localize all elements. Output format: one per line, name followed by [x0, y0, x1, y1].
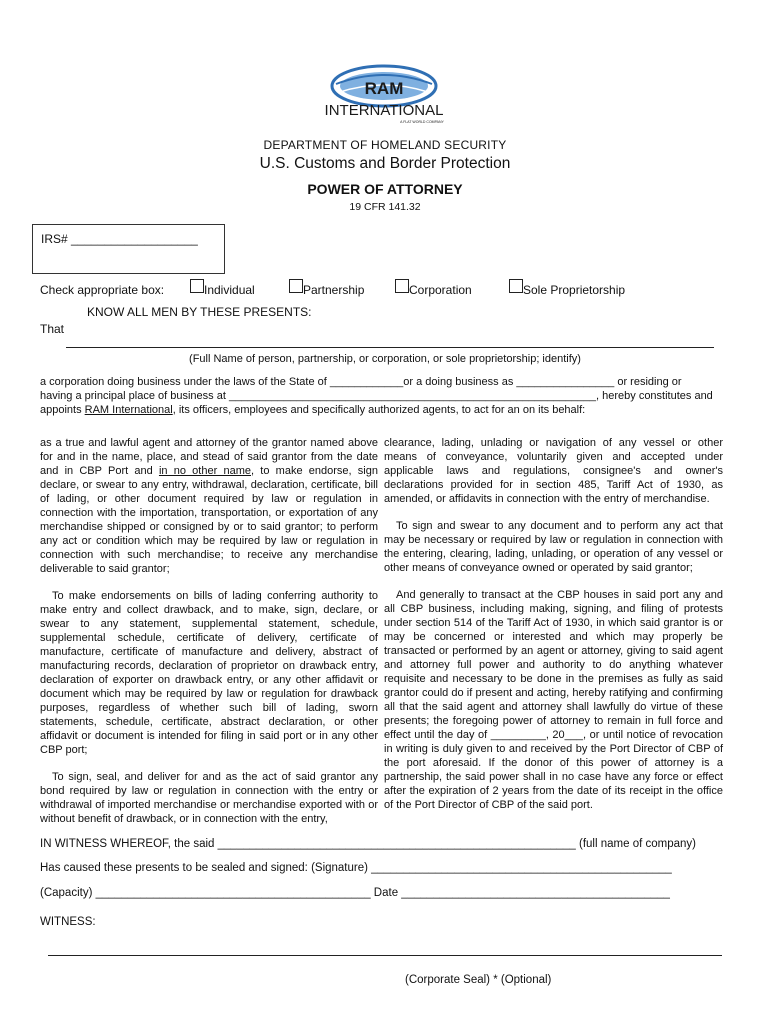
appoints-text: appoints — [40, 404, 85, 416]
agency-heading: U.S. Customs and Border Protection — [259, 155, 511, 172]
know-all-men-heading: KNOW ALL MEN BY THESE PRESENTS: — [87, 305, 312, 319]
corporation-paragraph — [40, 375, 723, 417]
form-title: POWER OF ATTORNEY — [307, 181, 463, 197]
in-no-other-name: in no other name — [158, 465, 251, 477]
checkbox-sole-proprietorship-label: Sole Proprietorship — [523, 283, 626, 297]
logo-tagline: A FLAT WORLD COMPANY — [400, 120, 444, 124]
ram-international-logo — [322, 64, 446, 126]
corporate-seal-caption: (Corporate Seal) * (Optional) — [405, 974, 552, 986]
department-heading: DEPARTMENT OF HOMELAND SECURITY — [263, 138, 507, 152]
left-paragraph-1-part-a: as a true and lawful agent and attorney of the grantor named above for and in the name, place, and stead of said grantor from the date and in CBP Port and — [40, 437, 378, 477]
logo-ram-text: RAM — [364, 79, 404, 98]
right-paragraph-3: And generally to transact at the CBP houses in said port any and all CBP business, including making, signing, and filing of protests under section 514 of the Tariff Act of 1930, in which said grantor is or may be concerned or interested and which may properly be transacted or performed by an agent or attorney, giving to said agent and attorney full power and authority to do anything whatever requisite and necessary to be done in the premises as fully as said grantor could do if present and acting, hereby ratifying and confirming all that the said agent and attorney shall lawfully do virtue of these presents; the foregoing power of attorney to remain in full force and effect until the day of _________, 20___, or until notice of revocation in writing is duly given to and received by the Port Director of CBP of the port aforesaid. If the donor of this power of attorney is a partnership, the said power shall in no case have any force or effect after the expiration of 2 years from the date of its receipt in the office of the Port Director of CBP of the said port. — [384, 589, 723, 811]
left-column — [40, 436, 378, 839]
agent-company-name: RAM International — [84, 404, 173, 416]
witness-signature-line[interactable] — [48, 955, 722, 956]
entity-type-prompt: Check appropriate box: — [40, 283, 165, 297]
corporation-line-2: having a principal place of business at ____________________________________________________________, hereby constitutes and — [40, 390, 713, 402]
full-name-caption: (Full Name of person, partnership, or corporation, or sole proprietorship; identify) — [189, 353, 581, 365]
checkbox-individual-label: Individual — [204, 283, 255, 297]
logo-international-text: INTERNATIONAL — [324, 102, 444, 119]
checkbox-partnership[interactable] — [289, 279, 303, 293]
grantor-name-line[interactable] — [66, 347, 714, 348]
left-paragraph-3: To sign, seal, and deliver for and as the act of said grantor any bond required by law or regulation in connection with the entry or withdrawal of imported merchandise or merchandise exported with or without benefit of drawback, or in connection with the entry, — [40, 771, 378, 825]
checkbox-sole-proprietorship[interactable] — [509, 279, 523, 293]
right-column — [384, 436, 723, 825]
checkbox-partnership-label: Partnership — [303, 283, 365, 297]
checkbox-corporation[interactable] — [395, 279, 409, 293]
right-paragraph-2: To sign and swear to any document and to perform any act that may be necessary or required by law or regulation in connection with the entering, clearing, lading, unlading, or operation of any vessel or other means of conveyance owned or operated by said grantor; — [384, 520, 723, 574]
irs-number-label: IRS# ___________________ — [41, 232, 198, 246]
witness-whereof-line[interactable]: IN WITNESS WHEREOF, the said ________________________________________________________ (full name of company) — [40, 838, 696, 850]
left-paragraph-2: To make endorsements on bills of lading conferring authority to make entry and collect drawback, and to make, sign, declare, or swear to any statement, supplemental statement, schedule, supplemental schedule, certificate of delivery, certificate of manufacture, certificate of manufacture and delivery, abstract of manufacturing records, declaration of proprietor on drawback entry, declaration of exporter on drawback entry, or any other affidavit or document which may be required by law or regulation for drawback purposes, regardless of whether such bill of lading, sworn statements, schedule, certificate, abstract declaration, or other affidavit or document is intended for filing in said port or in any other CBP port; — [40, 590, 378, 756]
checkbox-individual[interactable] — [190, 279, 204, 293]
signature-line[interactable]: Has caused these presents to be sealed and signed: (Signature) _______________________________________________ — [40, 862, 672, 874]
that-label: That — [40, 322, 65, 336]
witness-label: WITNESS: — [40, 916, 96, 928]
form-citation: 19 CFR 141.32 — [349, 201, 421, 213]
corporation-line-1: a corporation doing business under the laws of the State of ____________or a doing business as ________________ or residing or — [40, 376, 682, 388]
corporation-line-3 — [40, 403, 723, 417]
left-paragraph-1-part-b: , to make endorse, sign declare, or swear to any entry, withdrawal, declaration, certificate, bill of lading, or other document required by law or regulation in connection with the importation, transportation, or exportation of any merchandise shipped or consigned by or to said grantor; to perform any act or condition which may be required by law or regulation in connection with such merchandise; to receive any merchandise deliverable to said grantor; — [40, 465, 378, 575]
checkbox-corporation-label: Corporation — [409, 283, 472, 297]
capacity-date-line[interactable]: (Capacity) ___________________________________________ Date __________________________________________ — [40, 887, 670, 899]
irs-number-box[interactable] — [32, 224, 225, 274]
left-paragraph-1 — [40, 436, 378, 576]
appoints-rest-text: , its officers, employees and specifically authorized agents, to act for an on its behalf: — [172, 404, 586, 416]
right-paragraph-1: clearance, lading, unlading or navigation of any vessel or other means of conveyance, voluntarily given and accepted under applicable laws and regulations, consignee's and owner's declarations provided for in section 485, Tariff Act of 1930, as amended, or affidavits in connection with the entry of merchandise. — [384, 437, 723, 505]
